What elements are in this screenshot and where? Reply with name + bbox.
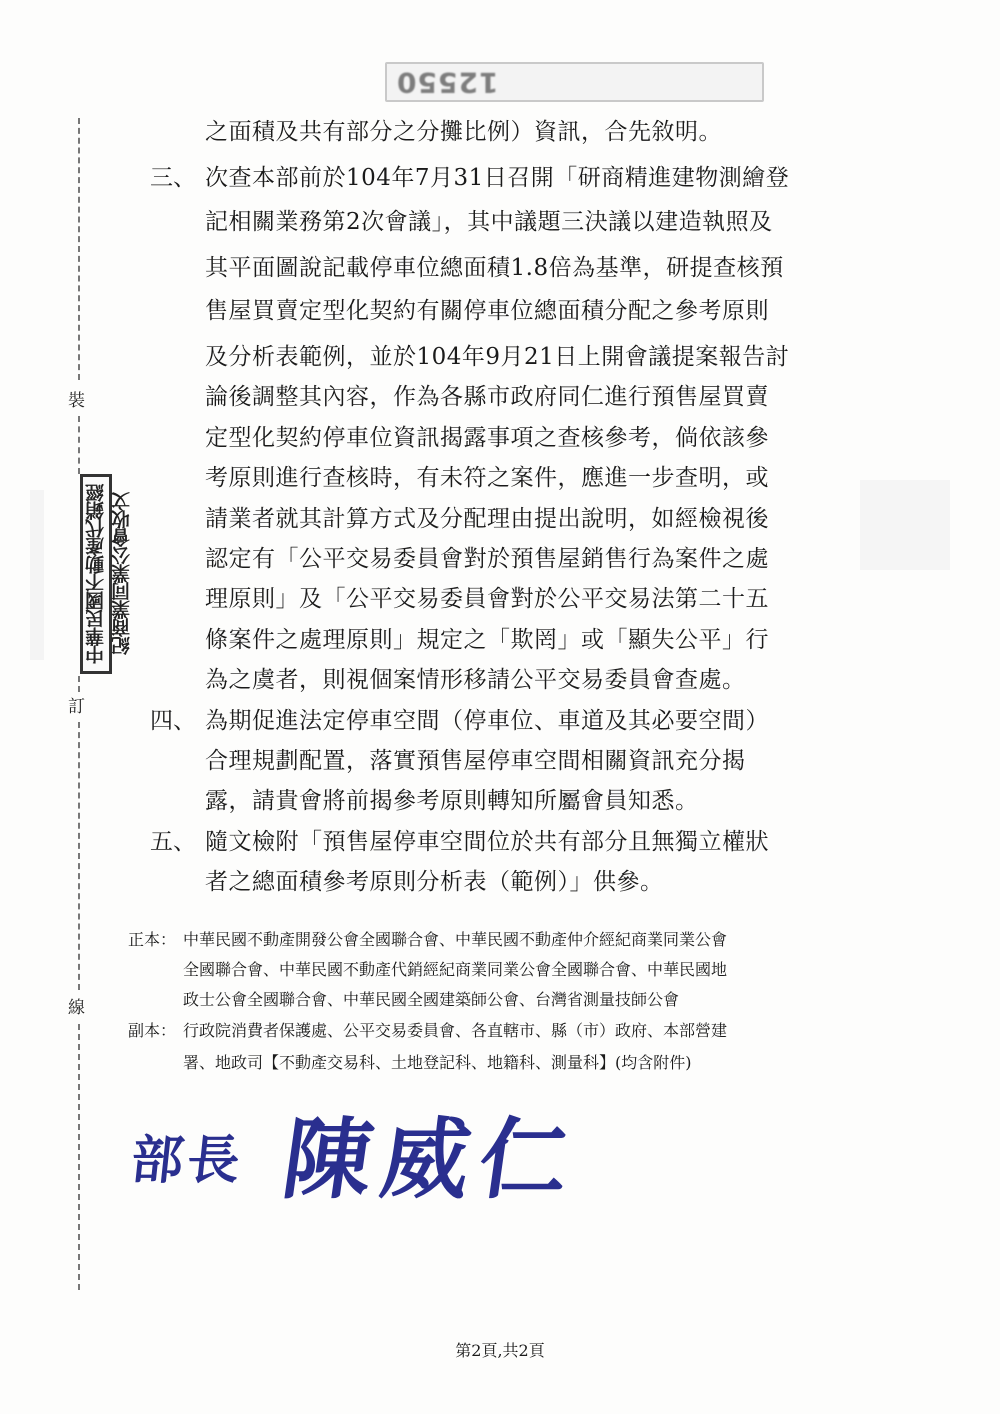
binding-mark-ding: 訂 bbox=[68, 697, 85, 717]
main-recipient-line: 政士公會全國聯合會、中華民國全國建築師公會、台灣省測量技師公會 bbox=[183, 990, 680, 1009]
body-line: 之面積及共有部分之分攤比例）資訊，合先敘明。 bbox=[205, 119, 722, 145]
binding-mark-xian: 線 bbox=[68, 998, 85, 1018]
receipt-seal bbox=[80, 474, 133, 674]
serial-number: 12550 bbox=[396, 66, 499, 99]
main-recipient-label: 正本： bbox=[128, 930, 177, 949]
body-line: 者之總面積參考原則分析表（範例）」供參。 bbox=[205, 869, 664, 895]
binding-mark-zhuang: 裝 bbox=[68, 391, 85, 411]
binding-line bbox=[78, 722, 80, 990]
body-line: 露，請貴會將前揭參考原則轉知所屬會員知悉。 bbox=[205, 788, 699, 814]
bleed-through bbox=[30, 490, 44, 660]
copy-recipient-label: 副本： bbox=[128, 1021, 177, 1040]
body-line: 次查本部前於104年7月31日召開「研商精進建物測繪登 bbox=[205, 165, 790, 191]
binding-line bbox=[78, 676, 80, 692]
copy-recipient-line: 行政院消費者保護處、公平交易委員會、各直轄市、縣（市）政府、本部營建 bbox=[183, 1021, 728, 1040]
binding-line bbox=[78, 416, 80, 474]
body-line: 論後調整其內容，作為各縣市政府同仁進行預售屋買賣 bbox=[205, 384, 769, 410]
main-recipient-line: 中華民國不動產開發公會全國聯合會、中華民國不動產仲介經紀商業同業公會 bbox=[183, 930, 728, 949]
item-number: 四、 bbox=[150, 708, 196, 734]
item-number: 三、 bbox=[150, 165, 196, 191]
body-line: 合理規劃配置，落實預售屋停車空間相關資訊充分揭 bbox=[205, 748, 746, 774]
copy-recipient-line: 署、地政司【不動產交易科、土地登記科、地籍科、測量科】(均含附件) bbox=[183, 1053, 692, 1072]
body-line: 認定有「公平交易委員會對於預售屋銷售行為案件之處 bbox=[205, 546, 769, 572]
body-line: 其平面圖說記載停車位總面積1.8倍為基準，研提查核預 bbox=[205, 255, 784, 281]
body-line: 隨文檢附「預售屋停車空間位於共有部分且無獨立權狀 bbox=[205, 829, 769, 855]
body-line: 為之虞者，則視個案情形移請公平交易委員會查處。 bbox=[205, 667, 746, 693]
item-number: 五、 bbox=[150, 829, 196, 855]
main-recipient-line: 全國聯合會、中華民國不動產代銷經紀商業同業公會全國聯合會、中華民國地 bbox=[183, 960, 728, 979]
body-line: 理原則」及「公平交易委員會對於公平交易法第二十五 bbox=[205, 586, 769, 612]
minister-signature: 陳威仁 bbox=[276, 1107, 586, 1211]
body-line: 考原則進行查核時，有未符之案件，應進一步查明，或 bbox=[205, 465, 769, 491]
body-line: 記相關業務第2次會議」，其中議題三決議以建造執照及 bbox=[205, 209, 773, 235]
binding-line bbox=[78, 118, 80, 380]
body-line: 為期促進法定停車空間（停車位、車道及其必要空間） bbox=[205, 708, 769, 734]
body-line: 及分析表範例，並於104年9月21日上開會議提案報告討 bbox=[205, 344, 790, 370]
body-line: 條案件之處理原則」規定之「欺罔」或「顯失公平」行 bbox=[205, 627, 769, 653]
body-line: 定型化契約停車位資訊揭露事項之查核參考，倘依該參 bbox=[205, 425, 769, 451]
binding-line bbox=[78, 1024, 80, 1290]
body-line: 請業者就其計算方式及分配理由提出說明，如經檢視後 bbox=[205, 506, 769, 532]
seal-text: 中華民國不動產代銷經紀商業同業公會收文 bbox=[85, 484, 133, 664]
body-line: 售屋買賣定型化契約有關停車位總面積分配之參考原則 bbox=[205, 298, 769, 324]
signature-title: 部長 bbox=[128, 1130, 247, 1191]
bleed-through bbox=[860, 480, 950, 570]
page-number: 第2頁,共2頁 bbox=[455, 1341, 545, 1360]
